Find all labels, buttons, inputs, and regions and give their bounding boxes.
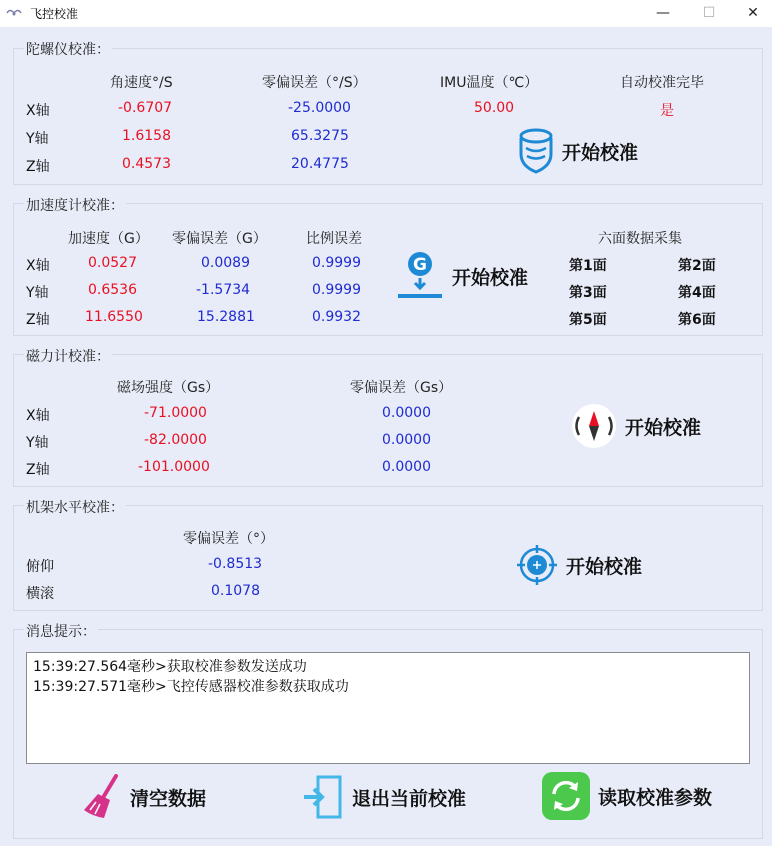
gyro-group-title: 陀螺仪校准： <box>24 39 112 59</box>
message-line: 15:39:27.571毫秒>飞控传感器校准参数获取成功 <box>33 679 349 695</box>
gyro-header-auto: 自动校准完毕 <box>620 75 704 91</box>
gyro-auto-value: 是 <box>660 103 674 119</box>
accelerometer-icon <box>396 250 444 302</box>
level-roll-value: 0.1078 <box>211 583 260 599</box>
svg-text:G: G <box>413 255 427 275</box>
gyro-header-bias: 零偏误差（°/S） <box>262 75 367 91</box>
face-5: 第5面 <box>569 312 607 328</box>
mag-start-label: 开始校准 <box>625 416 702 439</box>
accel-start-label: 开始校准 <box>452 266 529 289</box>
gyro-z-bias: 20.4775 <box>291 156 349 172</box>
mag-group-title: 磁力计校准： <box>24 346 112 366</box>
broom-icon <box>80 774 122 820</box>
accel-x-label: X轴 <box>26 258 50 274</box>
mag-y-label: Y轴 <box>26 435 49 451</box>
face-1: 第1面 <box>569 258 607 274</box>
mag-z-label: Z轴 <box>26 462 50 478</box>
gyro-y-bias: 65.3275 <box>291 128 349 144</box>
level-roll-label: 横滚 <box>26 586 54 602</box>
accel-group-title: 加速度计校准： <box>24 195 126 215</box>
level-group <box>13 505 763 611</box>
mag-header-bias: 零偏误差（Gs） <box>350 380 453 396</box>
gyro-header-temp: IMU温度（℃） <box>440 75 539 91</box>
close-button[interactable]: ✕ <box>747 5 759 21</box>
gyroscope-icon <box>518 128 554 174</box>
read-params-label: 读取校准参数 <box>598 786 713 809</box>
accel-x-value: 0.0527 <box>88 255 137 271</box>
gyro-y-speed: 1.6158 <box>122 128 171 144</box>
face-3: 第3面 <box>569 285 607 301</box>
accel-x-ratio: 0.9999 <box>312 255 361 271</box>
clear-data-label: 清空数据 <box>130 787 207 810</box>
message-line: 15:39:27.564毫秒>获取校准参数发送成功 <box>33 659 307 675</box>
accel-y-bias: -1.5734 <box>196 282 251 298</box>
accel-z-bias: 15.2881 <box>197 309 255 325</box>
window-title: 飞控校准 <box>30 7 79 21</box>
read-params-button[interactable] <box>542 772 712 820</box>
face-4: 第4面 <box>678 285 716 301</box>
maximize-button[interactable]: ☐ <box>702 5 716 21</box>
mag-x-label: X轴 <box>26 408 50 424</box>
accel-y-label: Y轴 <box>26 285 49 301</box>
face-2: 第2面 <box>678 258 716 274</box>
mag-header-field: 磁场强度（Gs） <box>117 380 220 396</box>
mag-z-field: -101.0000 <box>138 459 210 475</box>
gyro-z-label: Z轴 <box>26 159 50 175</box>
level-start-button[interactable] <box>516 544 642 586</box>
gyro-z-speed: 0.4573 <box>122 156 171 172</box>
mag-z-bias: 0.0000 <box>382 459 431 475</box>
gyro-start-button[interactable] <box>518 128 638 174</box>
level-group-title: 机架水平校准： <box>24 497 126 517</box>
exit-calibration-button[interactable] <box>302 774 466 820</box>
app-logo-icon <box>6 6 22 20</box>
face-6: 第6面 <box>678 312 716 328</box>
exit-door-icon <box>302 774 344 820</box>
level-pitch-label: 俯仰 <box>26 559 54 575</box>
gyro-x-speed: -0.6707 <box>118 100 173 116</box>
minimize-button[interactable]: — <box>656 5 670 21</box>
gyro-header-speed: 角速度°/S <box>110 75 173 91</box>
six-face-title: 六面数据采集 <box>598 231 682 247</box>
clear-data-button[interactable] <box>80 774 206 820</box>
compass-icon <box>571 403 617 449</box>
gyro-start-label: 开始校准 <box>562 141 639 164</box>
mag-y-bias: 0.0000 <box>382 432 431 448</box>
gyro-x-label: X轴 <box>26 103 50 119</box>
refresh-icon <box>542 772 590 820</box>
title-bar <box>0 0 772 27</box>
mag-y-field: -82.0000 <box>144 432 207 448</box>
accel-y-ratio: 0.9999 <box>312 282 361 298</box>
messages-group-title: 消息提示： <box>24 621 98 641</box>
mag-x-field: -71.0000 <box>144 405 207 421</box>
level-pitch-value: -0.8513 <box>208 556 263 572</box>
accel-header-ratio: 比例误差 <box>306 231 362 247</box>
level-header-bias: 零偏误差（°） <box>183 531 274 547</box>
accel-header-bias: 零偏误差（G） <box>172 231 267 247</box>
message-log[interactable] <box>26 652 750 764</box>
gyro-y-label: Y轴 <box>26 131 49 147</box>
accel-start-button[interactable] <box>396 250 528 302</box>
accel-header-accel: 加速度（G） <box>68 231 149 247</box>
accel-x-bias: 0.0089 <box>201 255 250 271</box>
mag-start-button[interactable] <box>571 403 701 449</box>
gyro-x-bias: -25.0000 <box>288 100 351 116</box>
accel-y-value: 0.6536 <box>88 282 137 298</box>
accel-z-label: Z轴 <box>26 312 50 328</box>
exit-calibration-label: 退出当前校准 <box>352 787 467 810</box>
accel-z-value: 11.6550 <box>85 309 143 325</box>
gyro-temp-value: 50.00 <box>474 100 515 116</box>
mag-x-bias: 0.0000 <box>382 405 431 421</box>
accel-z-ratio: 0.9932 <box>312 309 361 325</box>
crosshair-icon <box>516 544 558 586</box>
level-start-label: 开始校准 <box>566 555 643 578</box>
